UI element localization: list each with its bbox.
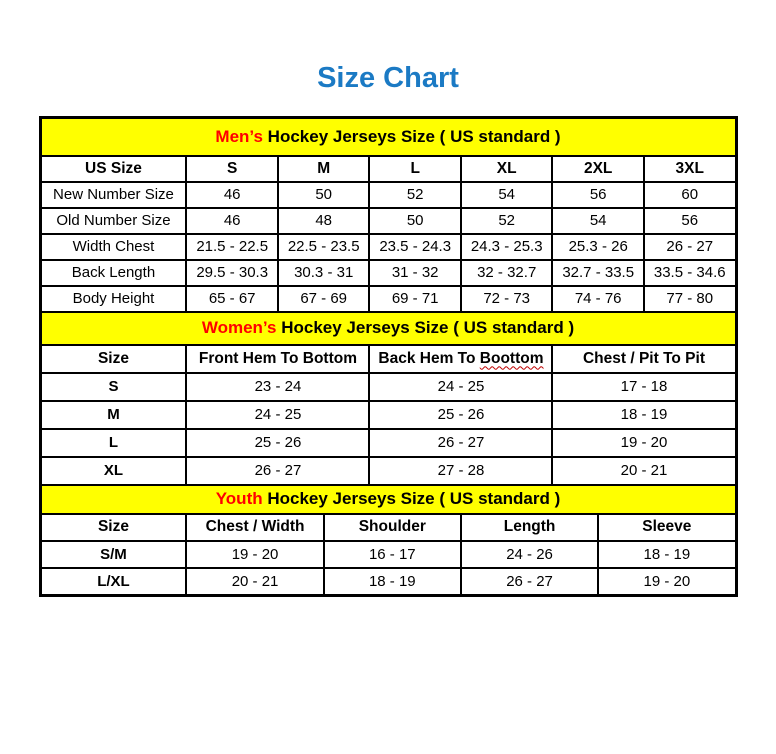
cell: 26 - 27	[369, 429, 552, 457]
youth-col-chest-width: Chest / Width	[186, 514, 323, 541]
cell: 67 - 69	[278, 286, 370, 312]
cell: 46	[186, 182, 278, 208]
youth-size-table	[40, 486, 737, 596]
cell: 48	[278, 208, 370, 234]
cell: 32 - 32.7	[461, 260, 553, 286]
womens-col-chest-pit: Chest / Pit To Pit	[552, 345, 735, 373]
cell: 22.5 - 23.5	[278, 234, 370, 260]
cell: 25 - 26	[186, 429, 369, 457]
cell: 24.3 - 25.3	[461, 234, 553, 260]
row-label: L	[41, 429, 187, 457]
row-label: S/M	[41, 541, 187, 568]
row-label: Back Length	[41, 260, 187, 286]
cell: 20 - 21	[552, 457, 735, 485]
cell: 20 - 21	[186, 568, 323, 595]
womens-heading-accent: Women’s	[201, 318, 277, 338]
row-label: S	[41, 373, 187, 401]
cell: 24 - 25	[369, 373, 552, 401]
cell: 77 - 80	[644, 286, 736, 312]
cell: 30.3 - 31	[278, 260, 370, 286]
table-row	[41, 234, 736, 260]
mens-size-table	[40, 117, 737, 313]
table-row	[41, 182, 736, 208]
womens-col-front-hem: Front Hem To Bottom	[186, 345, 369, 373]
table-row	[41, 568, 736, 595]
size-chart-container	[39, 116, 738, 597]
mens-col-us-size: US Size	[41, 156, 187, 182]
mens-header-row	[41, 156, 736, 182]
table-row	[41, 429, 736, 457]
row-label: Width Chest	[41, 234, 187, 260]
page-title: Size Chart	[317, 62, 459, 94]
row-label: New Number Size	[41, 182, 187, 208]
cell: 23 - 24	[186, 373, 369, 401]
cell: 26 - 27	[186, 457, 369, 485]
cell: 33.5 - 34.6	[644, 260, 736, 286]
womens-heading-rest: Hockey Jerseys Size ( US standard )	[276, 318, 575, 338]
mens-section-heading	[41, 118, 736, 156]
womens-section-heading	[41, 313, 736, 345]
row-label: Body Height	[41, 286, 187, 312]
cell: 56	[644, 208, 736, 234]
cell: 65 - 67	[186, 286, 278, 312]
row-label: L/XL	[41, 568, 187, 595]
womens-section-heading-row	[41, 313, 736, 345]
womens-col-size: Size	[41, 345, 187, 373]
cell: 46	[186, 208, 278, 234]
mens-col-s: S	[186, 156, 278, 182]
mens-col-m: M	[278, 156, 370, 182]
cell: 21.5 - 22.5	[186, 234, 278, 260]
cell: 50	[278, 182, 370, 208]
cell: 19 - 20	[552, 429, 735, 457]
youth-section-heading-row	[41, 486, 736, 514]
row-label: M	[41, 401, 187, 429]
cell: 60	[644, 182, 736, 208]
cell: 54	[461, 182, 553, 208]
cell: 26 - 27	[644, 234, 736, 260]
mens-section-heading-row	[41, 118, 736, 156]
cell: 52	[461, 208, 553, 234]
youth-col-shoulder: Shoulder	[324, 514, 461, 541]
cell: 32.7 - 33.5	[552, 260, 644, 286]
cell: 72 - 73	[461, 286, 553, 312]
cell: 31 - 32	[369, 260, 461, 286]
cell: 52	[369, 182, 461, 208]
cell: 18 - 19	[324, 568, 461, 595]
row-label: Old Number Size	[41, 208, 187, 234]
cell: 16 - 17	[324, 541, 461, 568]
table-row	[41, 457, 736, 485]
cell: 19 - 20	[598, 568, 735, 595]
table-row	[41, 208, 736, 234]
mens-col-xl: XL	[461, 156, 553, 182]
youth-header-row	[41, 514, 736, 541]
table-row	[41, 401, 736, 429]
row-label: XL	[41, 457, 187, 485]
youth-col-length: Length	[461, 514, 598, 541]
cell: 56	[552, 182, 644, 208]
cell: 24 - 25	[186, 401, 369, 429]
cell: 50	[369, 208, 461, 234]
womens-header-row	[41, 345, 736, 373]
cell: 18 - 19	[552, 401, 735, 429]
mens-heading-rest: Hockey Jerseys Size ( US standard )	[262, 126, 561, 146]
cell: 17 - 18	[552, 373, 735, 401]
youth-col-sleeve: Sleeve	[598, 514, 735, 541]
youth-section-heading	[41, 486, 736, 514]
cell: 25.3 - 26	[552, 234, 644, 260]
back-hem-label-prefix: Back Hem To	[378, 349, 480, 367]
cell: 18 - 19	[598, 541, 735, 568]
womens-size-table	[40, 313, 737, 486]
youth-heading-accent: Youth	[215, 489, 263, 509]
mens-col-3xl: 3XL	[644, 156, 736, 182]
cell: 26 - 27	[461, 568, 598, 595]
mens-heading-accent: Men’s	[215, 126, 263, 146]
back-hem-misspelled-word: Boottom	[479, 349, 544, 367]
cell: 54	[552, 208, 644, 234]
table-row	[41, 373, 736, 401]
mens-col-l: L	[369, 156, 461, 182]
table-row	[41, 286, 736, 312]
youth-col-size: Size	[41, 514, 187, 541]
cell: 69 - 71	[369, 286, 461, 312]
size-chart-page	[0, 62, 776, 754]
cell: 25 - 26	[369, 401, 552, 429]
table-row	[41, 541, 736, 568]
cell: 27 - 28	[369, 457, 552, 485]
cell: 74 - 76	[552, 286, 644, 312]
cell: 29.5 - 30.3	[186, 260, 278, 286]
cell: 19 - 20	[186, 541, 323, 568]
cell: 23.5 - 24.3	[369, 234, 461, 260]
womens-col-back-hem	[369, 345, 552, 373]
mens-col-2xl: 2XL	[552, 156, 644, 182]
cell: 24 - 26	[461, 541, 598, 568]
youth-heading-rest: Hockey Jerseys Size ( US standard )	[262, 489, 561, 509]
table-row	[41, 260, 736, 286]
